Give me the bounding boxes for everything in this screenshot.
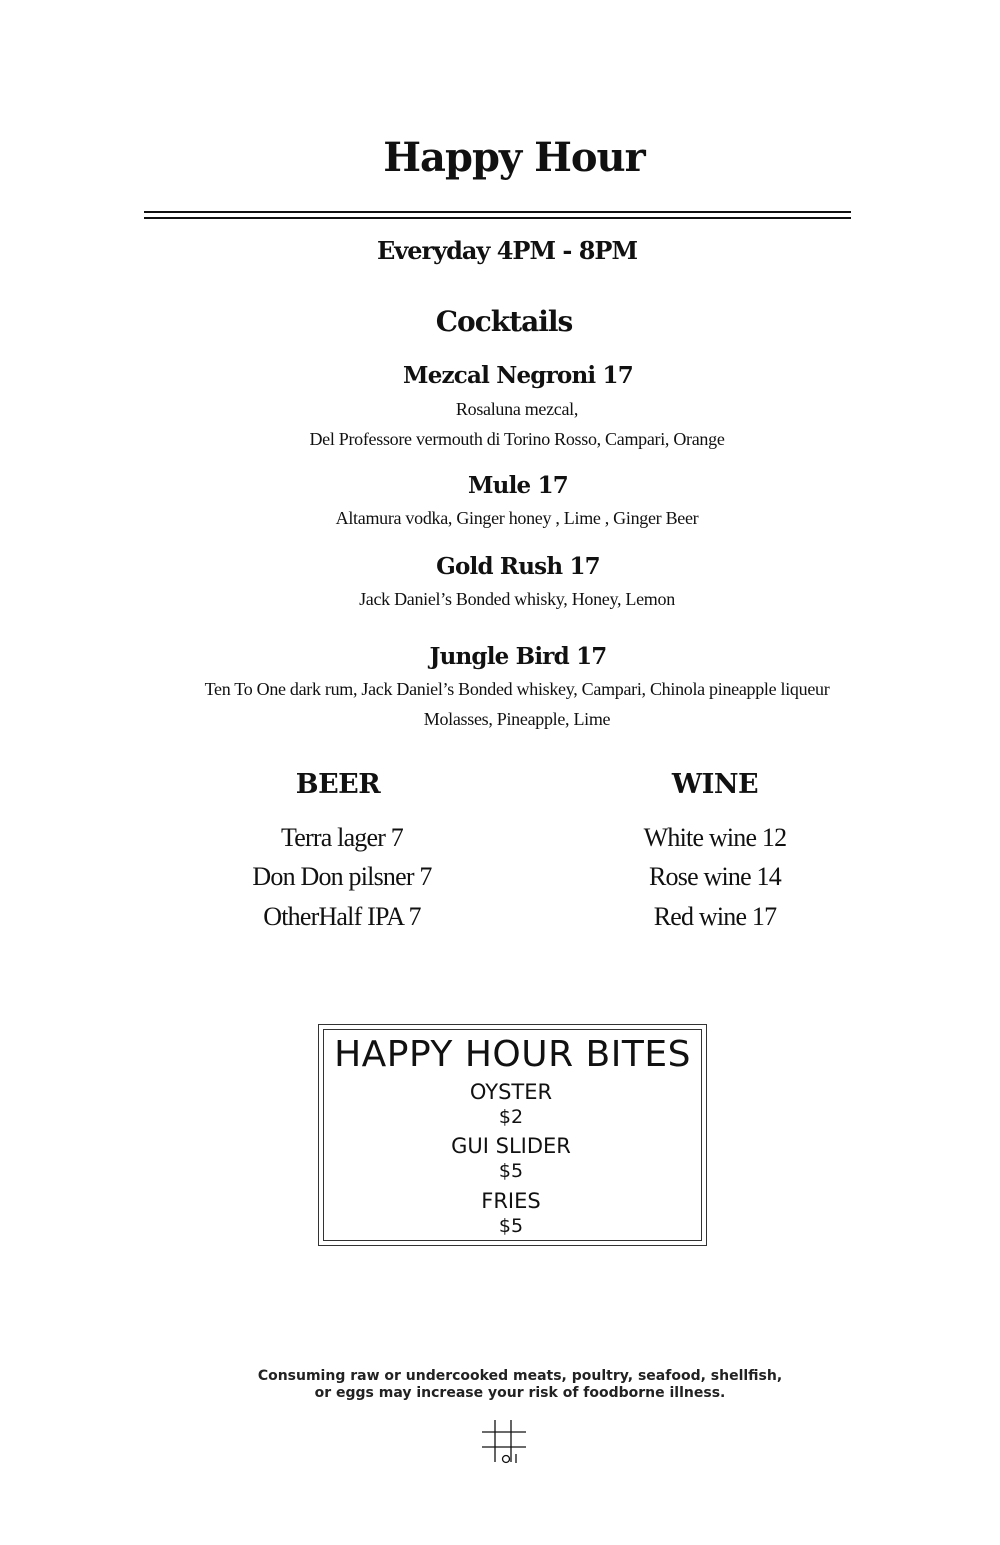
beer-item: Don Don pilsner 7 [252,862,432,891]
bite-name: OYSTER [469,1080,553,1104]
cocktail-name: Gold Rush 17 [436,553,600,580]
beer-heading: BEER [295,769,381,800]
cocktail-description: Altamura vodka, Ginger honey , Lime , Ginger Beer [335,508,699,528]
bite-price: $5 [498,1160,524,1182]
hours-subtitle: Everyday 4PM - 8PM [376,236,638,265]
wine-item: Red wine 17 [653,902,777,931]
tic-tac-toe-logo-icon [480,1416,530,1466]
bite-name: FRIES [481,1189,541,1213]
cocktail-description: Rosaluna mezcal, [455,399,579,419]
cocktails-heading: Cocktails [435,305,573,338]
food-safety-disclaimer [0,1368,1000,1402]
cocktail-description: Ten To One dark rum, Jack Daniel’s Bonded whiskey, Campari, Chinola pineapple liqueur [204,679,830,699]
bite-name: GUI SLIDER [451,1134,571,1158]
cocktail-name: Mule 17 [468,472,568,499]
bites-title: HAPPY HOUR BITES [334,1034,691,1075]
title-divider-bottom [144,217,851,219]
wine-item: Rose wine 14 [649,862,781,891]
cocktail-description: Del Professore vermouth di Torino Rosso, Campari, Orange [309,429,725,449]
disclaimer-line: or eggs may increase your risk of foodborne illness. [314,1385,726,1401]
wine-heading: WINE [671,769,759,800]
bite-price: $5 [498,1215,524,1237]
cocktail-name: Jungle Bird 17 [429,643,607,670]
title-divider-top [144,211,851,213]
cocktail-description: Jack Daniel’s Bonded whisky, Honey, Lemon [359,589,675,609]
beer-item: Terra lager 7 [280,823,404,852]
cocktail-name: Mezcal Negroni 17 [403,362,633,389]
beer-item: OtherHalf IPA 7 [263,902,421,931]
wine-item: White wine 12 [643,823,787,852]
cocktail-description: Molasses, Pineapple, Lime [423,709,611,729]
page-title: Happy Hour [383,134,645,181]
bite-price: $2 [498,1106,524,1128]
disclaimer-line: Consuming raw or undercooked meats, poultry, seafood, shellfish, [257,1368,783,1384]
